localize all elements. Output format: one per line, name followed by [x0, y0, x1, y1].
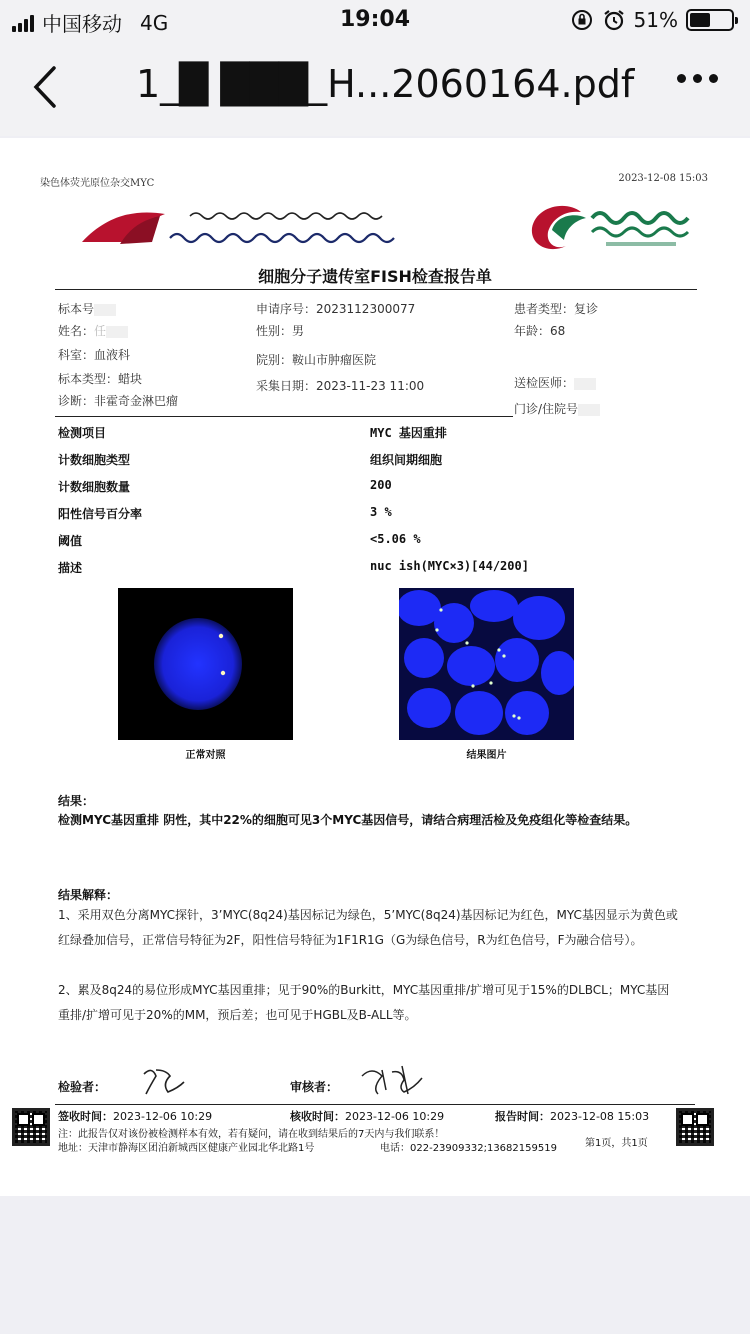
- union-precision-logo: [526, 198, 696, 254]
- battery-percent: 51%: [633, 8, 678, 32]
- result-image: [399, 588, 574, 740]
- result-label: 阈值: [58, 534, 83, 548]
- inspector-label: 检验者：: [58, 1080, 107, 1094]
- footer-phone: 电话：022-23909332;13682159519: [380, 1143, 557, 1154]
- battery-icon: [686, 9, 734, 31]
- nav-bar: [0, 40, 750, 136]
- conclusion-text: 检测MYC基因重排 阴性，其中22%的细胞可见3个MYC基因信号，请结合病理活检及免疫组化等检查结果。: [58, 813, 638, 827]
- gender: 性别：男: [256, 324, 305, 338]
- qr-code-right: [676, 1108, 714, 1146]
- alarm-icon: [602, 8, 626, 32]
- checked-time: 核收时间：2023-12-06 10:29: [290, 1110, 445, 1123]
- result-label: 计数细胞数量: [58, 480, 131, 494]
- reviewer-label: 审核者：: [290, 1080, 339, 1094]
- result-value: 3 %: [370, 505, 392, 519]
- result-image-caption: 结果图片: [466, 750, 507, 761]
- report-time: 报告时间：2023-12-08 15:03: [495, 1110, 650, 1123]
- rotation-lock-icon: [570, 8, 594, 32]
- interpretation-1: 1、采用双色分离MYC探针，3’MYC(8q24)基因标记为绿色，5’MYC(8q24)基因标记为红色，MYC基因显示为黄色或红绿叠加信号，正常信号特征为2F，阳性信号特征为1F1R1G（G为绿色信号，R为红色信号，F为融合信号）。: [58, 908, 678, 947]
- back-button[interactable]: [26, 62, 66, 112]
- patient-name: 姓名：任: [58, 322, 128, 339]
- collect-date: 采集日期：2023-11-23 11:00: [256, 379, 425, 393]
- pdf-page[interactable]: [0, 138, 750, 1196]
- page-number: 第1页，共1页: [585, 1138, 648, 1149]
- department: 科室：血液科: [58, 348, 131, 362]
- result-label: 检测项目: [58, 426, 107, 440]
- result-value: 组织间期细胞: [370, 453, 443, 467]
- report-subject: 染色体荧光原位杂交MYC: [40, 178, 155, 189]
- specimen-no-label: 标本号: [58, 300, 116, 317]
- title-divider: [55, 289, 697, 290]
- more-options-icon[interactable]: [677, 74, 718, 83]
- doctor: 送检医师：: [514, 374, 596, 391]
- patient-type: 患者类型：复诊: [514, 302, 599, 316]
- result-value: nuc ish(MYC×3)[44/200]: [370, 559, 529, 573]
- request-no: 申请序号：2023112300077: [256, 302, 416, 316]
- conclusion-title: 结果：: [58, 794, 95, 808]
- result-label: 描述: [58, 561, 83, 575]
- carrier-label: 中国移动: [42, 12, 122, 36]
- result-value: <5.06 %: [370, 532, 421, 546]
- print-time: 2023-12-08 15:03: [618, 173, 708, 184]
- institute-logo: [80, 202, 410, 252]
- qr-code-left: [12, 1108, 50, 1146]
- status-right: [570, 8, 734, 32]
- inspector-signature: [140, 1064, 190, 1096]
- result-value: 200: [370, 478, 392, 492]
- interpretation-2: 2、累及8q24的易位形成MYC基因重排；见于90%的Burkitt，MYC基因重排/扩增可见于15%的DLBCL；MYC基因重排/扩增可见于20%的MM，预后差；也可见于HGBL及B-ALL等。: [58, 983, 670, 1022]
- result-label: 阳性信号百分率: [58, 507, 143, 521]
- status-time: 19:04: [339, 7, 411, 32]
- normal-control-caption: 正常对照: [185, 750, 226, 761]
- interpretation-title: 结果解释：: [58, 888, 119, 902]
- status-bar: [0, 0, 750, 40]
- footer-divider: [55, 1104, 695, 1105]
- inpatient-no: 门诊/住院号: [514, 400, 600, 417]
- diagnosis: 诊断：非霍奇金淋巴瘤: [58, 394, 179, 408]
- received-time: 签收时间：2023-12-06 10:29: [58, 1110, 213, 1123]
- normal-control-image: [118, 588, 293, 740]
- age: 年龄：68: [514, 324, 566, 338]
- hospital: 院别：鞍山市肿瘤医院: [256, 353, 377, 367]
- reviewer-signature: [358, 1062, 428, 1096]
- specimen-type: 标本类型：蜡块: [58, 372, 143, 386]
- info-divider: [55, 416, 513, 417]
- footer-note: 注：此报告仅对该份被检测样本有效，若有疑问，请在收到结果后的7天内与我们联系！: [58, 1129, 445, 1140]
- report-title: 细胞分子遗传室FISH检查报告单: [258, 267, 492, 286]
- file-title: 1_█ ███_H...2060164.pdf: [136, 62, 635, 106]
- result-label: 计数细胞类型: [58, 453, 131, 467]
- network-label: 4G: [140, 10, 169, 35]
- footer-address: 地址：天津市静海区团泊新城西区健康产业园北华北路1号: [58, 1143, 315, 1154]
- result-value: MYC 基因重排: [370, 426, 447, 440]
